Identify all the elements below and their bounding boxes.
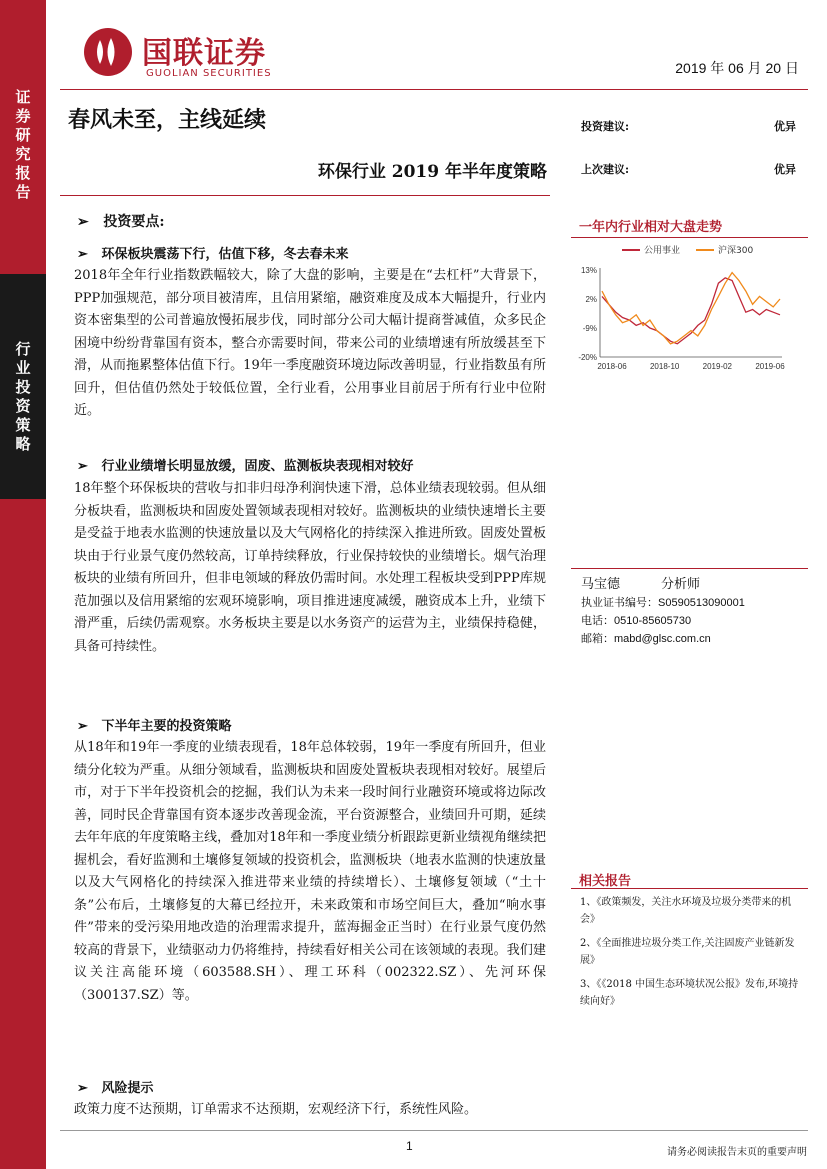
analyst-phone-value: 0510-85605730 <box>614 615 692 627</box>
rating-previous-label: 上次建议: <box>581 163 630 176</box>
section-heading: ➢ 环保板块震荡下行，估值下移，冬去春未来 <box>77 247 349 262</box>
brand-name-cn: 国联证券 <box>142 36 266 71</box>
x-tick-label: 2018-10 <box>649 362 680 371</box>
analyst-email-label: 邮箱： <box>581 632 614 645</box>
analyst-phone-label: 电话： <box>581 614 614 627</box>
series-line <box>602 278 780 344</box>
title-divider <box>60 195 550 196</box>
section-paragraph: 18年整个环保板块的营收与扣非归母净利润快速下滑，总体业绩表现较弱。但从细分板块看，监测板块和固废处置领域表现相对较好。监测板块的业绩快速增长主要是受益于地表水监测的快速放量以及大气网格化的持续深入推进所致。固废处置板块由于行业景气度仍然较高，订单持续释放，行业保持较快的业绩增长。烟气治理板块的业绩有所回升，但非电领域的释放仍需时间。水处理工程板块受到PPP库规范加强以及信用紧缩的宏观环境影响，项目推进速度减缓，融资成本上升，业绩下滑严重，后续仍需观察。水务板块主要是以水务资产的运营为主，业绩保持稳健，具备可持续性。 <box>74 481 546 654</box>
analyst-phone <box>581 612 691 630</box>
related-divider <box>571 888 808 889</box>
analyst-email-value: mabd@glsc.com.cn <box>614 633 711 645</box>
related-report-item[interactable]: 3、《《2018 中国生态环境状况公报》发布,环境持续向好》 <box>580 979 799 1007</box>
analyst-email <box>581 630 711 648</box>
analyst-cert-label: 执业证书编号： <box>581 596 658 609</box>
sidebar-bottom-band <box>0 499 46 1169</box>
legend-label: 沪深300 <box>718 246 754 256</box>
chart-panel-heading: 一年内行业相对大盘走势 <box>579 220 723 235</box>
footer-disclaimer: 请务必阅读报告末页的重要声明 <box>667 1147 807 1158</box>
section-heading: ➢ 下半年主要的投资策略 <box>77 719 232 734</box>
chart-panel-divider <box>571 237 808 238</box>
analyst-cert <box>581 594 745 612</box>
section-heading: ➢ 风险提示 <box>77 1081 154 1096</box>
section-heading-text: 环保板块震荡下行，估值下移，冬去春未来 <box>101 247 349 262</box>
page-number: 1 <box>406 1139 413 1153</box>
brand-name-en: GUOLIAN SECURITIES <box>146 68 272 79</box>
brand-logo-icon <box>84 28 132 76</box>
section-paragraph: 政策力度不达预期，订单需求不达预期，宏观经济下行，系统性风险。 <box>74 1102 478 1117</box>
section-heading-text: 风险提示 <box>101 1081 154 1096</box>
rating-current-value: 优异 <box>774 120 796 133</box>
legend-label: 公用事业 <box>644 246 681 256</box>
analyst-name: 马宝德 <box>581 577 621 592</box>
section-heading-text: 行业业绩增长明显放缓，固废、监测板块表现相对较好 <box>101 459 414 474</box>
sidebar-report-type: 证 券 研 究 报 告 <box>15 88 31 201</box>
x-tick-label: 2018-06 <box>597 362 627 371</box>
main-heading: ➢ 投资要点: <box>77 214 165 230</box>
x-tick-label: 2019-02 <box>702 362 733 371</box>
analyst-cert-value: S0590513090001 <box>658 597 745 609</box>
section-heading: ➢ 行业业绩增长明显放缓，固废、监测板块表现相对较好 <box>77 459 414 474</box>
sidebar-report-category: 行 业 投 资 策 略 <box>15 340 31 453</box>
relative-performance-chart <box>570 240 810 380</box>
y-tick-label: -20% <box>578 353 597 362</box>
x-tick-label: 2019-06 <box>755 362 785 371</box>
related-reports-heading: 相关报告 <box>579 874 632 889</box>
rating-previous-value: 优异 <box>774 163 796 176</box>
report-subtitle: 环保行业 2019 年半年度策略 <box>317 162 547 182</box>
y-tick-label: 13% <box>580 266 597 275</box>
related-report-item[interactable]: 1、《政策频发，关注水环境及垃圾分类带来的机会》 <box>580 897 792 925</box>
section-paragraph: 2018年全年行业指数跌幅较大，除了大盘的影响，主要是在“去杠杆”大背景下，PPP加强规范，部分项目被清库，且信用紧缩，融资难度及成本大幅提升，行业内资本密集型的公司普遍放慢拓展步伐，同时部分公司大幅计提商誉减值，众多民企困境中纷纷背靠国有资本，整合亦需要时间，带来公司的业绩增速有所放缓甚至下滑，从而拖累整体估值下行。19年一季度融资环境边际改善明显，行业指数虽有所回升，但估值仍然处于较低位置，全行业看，公用事业目前居于所有行业中位附近。 <box>74 268 546 418</box>
report-title: 春风未至，主线延续 <box>68 107 267 133</box>
chart-svg <box>570 240 810 380</box>
y-tick-label: -9% <box>582 324 597 333</box>
analyst-role: 分析师 <box>661 577 701 592</box>
report-date: 2019 年 06 月 20 日 <box>675 60 799 76</box>
analyst-divider <box>571 568 808 569</box>
section-paragraph: 从18年和19年一季度的业绩表现看，18年总体较弱，19年一季度有所回升，但业绩分化较为严重。从细分领域看，监测板块和固废处置板块表现相对较好。展望后市，对于下半年投资机会的挖掘，我们认为未来一段时间行业融资环境或将边际改善，同时民企背靠国有资本逐步改善现金流，平台资源整合，业绩回升可期，延续去年年底的年度策略主线，叠加对18年和一季度业绩分析跟踪更新业绩视角继续把握机会，看好监测和土壤修复领域的投资机会，监测板块（地表水监测的快速放量以及大气网格化的持续深入推进带来业绩的持续增长）、土壤修复领域（“土十条”公布后，土壤修复的大幕已经拉开，未来政策和市场空间巨大，叠加“响水事件”带来的受污染用地改造的治理需求提升，蓝海掘金正当时）在行业景气度仍然较高的背景下，业绩驱动力仍将维持，持续看好相关公司在该领域的表现。我们建议关注高能环境（603588.SH）、理工环科（002322.SZ）、先河环保（300137.SZ）等。 <box>74 740 546 1003</box>
footer-divider <box>60 1130 808 1131</box>
main-heading-text: 投资要点: <box>103 214 165 230</box>
rating-current-label: 投资建议: <box>581 120 630 133</box>
related-report-item[interactable]: 2、《全面推进垃圾分类工作,关注固废产业链新发展》 <box>580 938 795 966</box>
header-divider <box>60 89 808 90</box>
section-heading-text: 下半年主要的投资策略 <box>101 719 232 734</box>
y-tick-label: 2% <box>585 295 597 304</box>
